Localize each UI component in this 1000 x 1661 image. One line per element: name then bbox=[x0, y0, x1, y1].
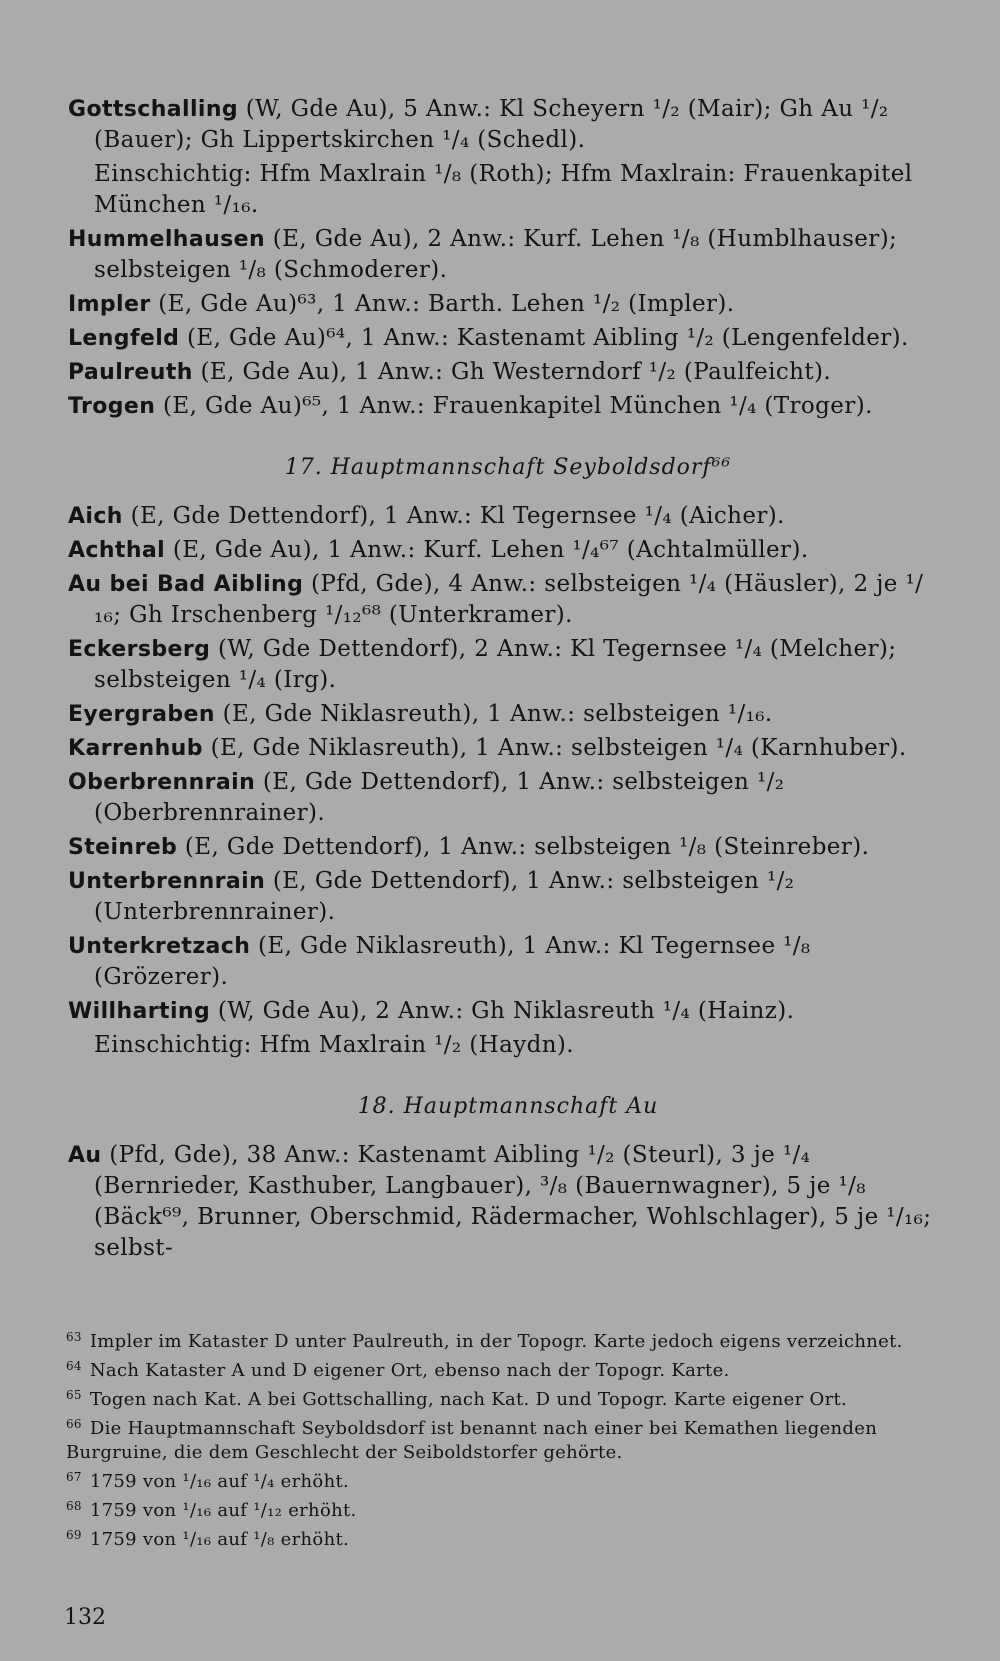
place-name: Willharting bbox=[68, 999, 211, 1024]
footnote bbox=[66, 1383, 950, 1412]
gazetteer-entry bbox=[68, 391, 948, 422]
entry-text: (Pfd, Gde), 38 Anw.: Kastenamt Aibling ¹/₂ (Steurl), 3 je ¹/₄ (Bernrieder, Kasthuber, Langbauer), ³/₈ (Bauernwagner), 5 je ¹/₈ (Bäck⁶⁹, Brunner, Oberschmid, Rädermacher, Wohlschlager), 5 je ¹/₁₆; selbst- bbox=[94, 1142, 932, 1261]
footnote-text: Togen nach Kat. A bei Gottschalling, nach Kat. D und Topogr. Karte eigener Ort. bbox=[89, 1389, 848, 1410]
place-name: Lengfeld bbox=[68, 326, 180, 351]
footnote-number: 69 bbox=[66, 1528, 82, 1542]
place-name: Eyergraben bbox=[68, 702, 215, 727]
entry-continuation: Einschichtig: Hfm Maxlrain ¹/₂ (Haydn). bbox=[94, 1032, 575, 1058]
section-17-list bbox=[68, 501, 948, 1061]
entry-text: (E, Gde Niklasreuth), 1 Anw.: selbsteigen ¹/₄ (Karnhuber). bbox=[202, 735, 907, 761]
footnote-text: 1759 von ¹/₁₆ auf ¹/₁₂ erhöht. bbox=[89, 1500, 357, 1521]
place-name: Steinreb bbox=[68, 835, 178, 860]
footnote-number: 65 bbox=[66, 1388, 82, 1402]
gazetteer-entry bbox=[68, 996, 948, 1027]
footnote bbox=[66, 1325, 950, 1354]
page-number: 132 bbox=[64, 1605, 106, 1630]
entry-text: (E, Gde Au)⁶³, 1 Anw.: Barth. Lehen ¹/₂ (Impler). bbox=[150, 291, 735, 317]
gazetteer-entry bbox=[68, 323, 948, 354]
footnote-text: 1759 von ¹/₁₆ auf ¹/₄ erhöht. bbox=[89, 1471, 350, 1492]
place-name: Oberbrennrain bbox=[68, 770, 256, 795]
gazetteer-entry bbox=[68, 866, 948, 928]
place-name: Unterbrennrain bbox=[68, 869, 266, 894]
entry-text: (E, Gde Dettendorf), 1 Anw.: selbsteigen ¹/₈ (Steinreber). bbox=[177, 834, 870, 860]
entry-text: (E, Gde Au), 1 Anw.: Gh Westerndorf ¹/₂ (Paulfeicht). bbox=[192, 359, 832, 385]
place-name: Au bbox=[68, 1143, 102, 1168]
place-name: Trogen bbox=[68, 394, 156, 419]
place-name: Aich bbox=[68, 504, 123, 529]
place-name: Achthal bbox=[68, 538, 166, 563]
footnote-number: 63 bbox=[66, 1330, 82, 1344]
place-name: Paulreuth bbox=[68, 360, 193, 385]
footnote bbox=[66, 1523, 950, 1552]
place-name: Gottschalling bbox=[68, 97, 239, 122]
footnote bbox=[66, 1465, 950, 1494]
gazetteer-entry bbox=[68, 569, 948, 631]
footnote bbox=[66, 1412, 950, 1465]
footnote bbox=[66, 1354, 950, 1383]
footnotes bbox=[66, 1325, 950, 1552]
place-name: Karrenhub bbox=[68, 736, 203, 761]
footnote-number: 64 bbox=[66, 1359, 82, 1373]
entry-text: (W, Gde Au), 2 Anw.: Gh Niklasreuth ¹/₄ (Hainz). bbox=[210, 998, 795, 1024]
entry-continuation: Einschichtig: Hfm Maxlrain ¹/₈ (Roth); Hfm Maxlrain: Frauenkapitel München ¹/₁₆. bbox=[94, 161, 913, 218]
gazetteer-entry bbox=[68, 1140, 948, 1264]
section-16-list bbox=[68, 94, 948, 422]
place-name: Au bei Bad Aibling bbox=[68, 572, 304, 597]
entry-text: (E, Gde Dettendorf), 1 Anw.: selbsteigen ¹/₂ (Oberbrennrainer). bbox=[94, 769, 785, 826]
gazetteer-entry bbox=[68, 832, 948, 863]
gazetteer-entry bbox=[68, 931, 948, 993]
entry-text: (E, Gde Dettendorf), 1 Anw.: selbsteigen ¹/₂ (Unterbrennrainer). bbox=[94, 868, 795, 925]
entry-text: (E, Gde Au)⁶⁵, 1 Anw.: Frauenkapitel München ¹/₄ (Troger). bbox=[155, 393, 873, 419]
section-18-list bbox=[68, 1140, 948, 1264]
place-name: Unterkretzach bbox=[68, 934, 251, 959]
gazetteer-entry bbox=[68, 535, 948, 566]
entry-text: (E, Gde Dettendorf), 1 Anw.: Kl Tegernsee ¹/₄ (Aicher). bbox=[122, 503, 785, 529]
footnote-text: 1759 von ¹/₁₆ auf ¹/₈ erhöht. bbox=[89, 1529, 350, 1550]
footnote bbox=[66, 1494, 950, 1523]
entry-text: (Pfd, Gde), 4 Anw.: selbsteigen ¹/₄ (Häusler), 2 je ¹/₁₆; Gh Irschenberg ¹/₁₂⁶⁸ (Unterkramer). bbox=[94, 571, 924, 628]
entry-text: (E, Gde Niklasreuth), 1 Anw.: Kl Tegernsee ¹/₈ (Grözerer). bbox=[94, 933, 811, 990]
entry-text: (E, Gde Niklasreuth), 1 Anw.: selbsteigen ¹/₁₆. bbox=[214, 701, 773, 727]
section-heading-18: 18. Hauptmannschaft Au bbox=[357, 1094, 659, 1119]
gazetteer-entry bbox=[68, 634, 948, 696]
entry-text: (W, Gde Dettendorf), 2 Anw.: Kl Tegernsee ¹/₄ (Melcher); selbsteigen ¹/₄ (Irg). bbox=[94, 636, 897, 693]
place-name: Eckersberg bbox=[68, 637, 211, 662]
place-name: Impler bbox=[68, 292, 151, 317]
footnote-number: 68 bbox=[66, 1499, 82, 1513]
section-heading-17: 17. Hauptmannschaft Seyboldsdorf⁶⁶ bbox=[284, 455, 732, 480]
gazetteer-entry bbox=[68, 501, 948, 532]
gazetteer-entry bbox=[68, 224, 948, 286]
gazetteer-entry bbox=[68, 289, 948, 320]
entry-text: (E, Gde Au), 1 Anw.: Kurf. Lehen ¹/₄⁶⁷ (Achtalmüller). bbox=[165, 537, 809, 563]
footnote-text: Die Hauptmannschaft Seyboldsdorf ist benannt nach einer bei Kemathen liegenden Burgruine, die dem Geschlecht der Seiboldstorfer gehörte. bbox=[66, 1418, 878, 1463]
gazetteer-entry bbox=[68, 767, 948, 829]
entries-column bbox=[68, 94, 948, 1267]
gazetteer-entry bbox=[68, 699, 948, 730]
footnote-number: 67 bbox=[66, 1470, 82, 1484]
entry-text: (E, Gde Au), 2 Anw.: Kurf. Lehen ¹/₈ (Humblhauser); selbsteigen ¹/₈ (Schmoderer). bbox=[94, 226, 898, 283]
footnote-number: 66 bbox=[66, 1417, 82, 1431]
place-name: Hummelhausen bbox=[68, 227, 266, 252]
gazetteer-entry bbox=[68, 357, 948, 388]
gazetteer-entry bbox=[68, 94, 948, 156]
footnote-text: Impler im Kataster D unter Paulreuth, in der Topogr. Karte jedoch eigens verzeichnet. bbox=[89, 1331, 903, 1352]
entry-text: (W, Gde Au), 5 Anw.: Kl Scheyern ¹/₂ (Mair); Gh Au ¹/₂ (Bauer); Gh Lippertskirchen ¹/₄ (Schedl). bbox=[94, 96, 889, 153]
gazetteer-entry bbox=[68, 733, 948, 764]
entry-text: (E, Gde Au)⁶⁴, 1 Anw.: Kastenamt Aibling ¹/₂ (Lengenfelder). bbox=[179, 325, 909, 351]
footnote-text: Nach Kataster A und D eigener Ort, ebenso nach der Topogr. Karte. bbox=[89, 1360, 730, 1381]
